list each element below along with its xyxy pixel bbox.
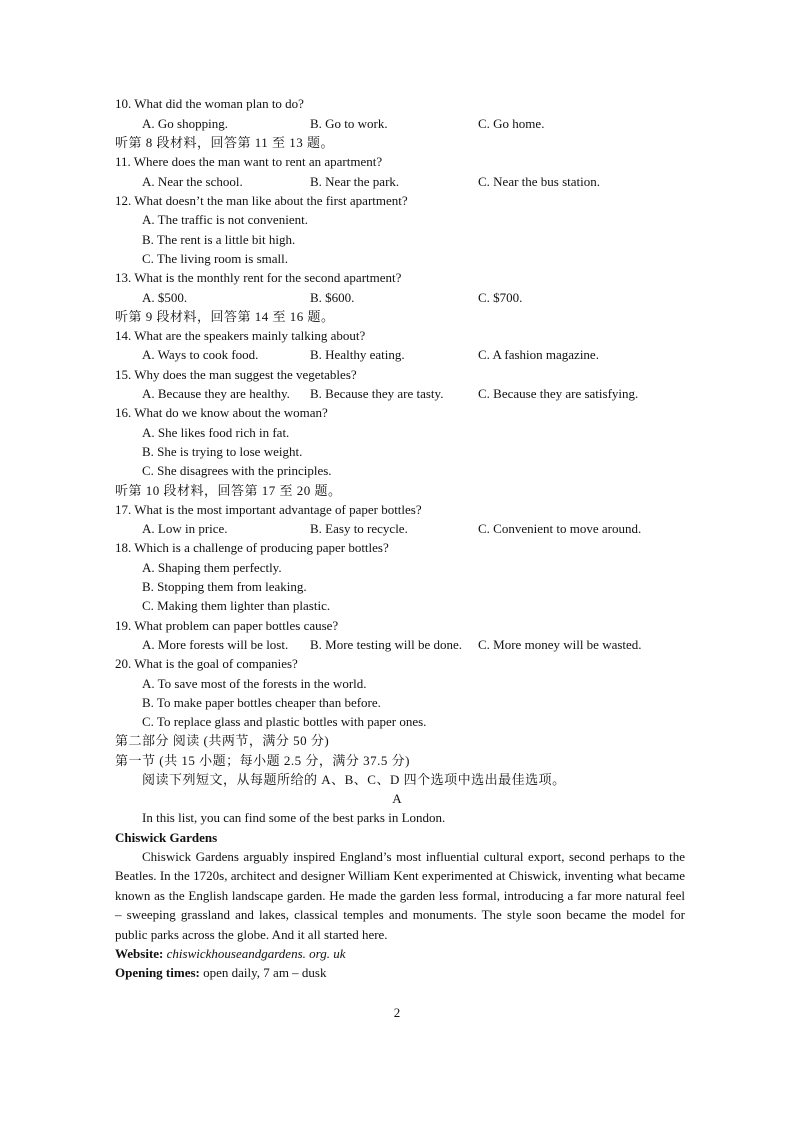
options-14: [142, 345, 702, 364]
option-c: C. Near the bus station.: [478, 174, 601, 189]
question-12: 12. What doesn’t the man like about the first apartment?: [115, 193, 408, 208]
option-a: A. Low in price.: [142, 521, 228, 536]
options-13: [142, 288, 702, 307]
option-a: A. She likes food rich in fat.: [142, 425, 290, 440]
options-10: [142, 114, 702, 133]
option-a: A. Shaping them perfectly.: [142, 560, 282, 575]
option-a: A. The traffic is not convenient.: [142, 212, 308, 227]
options-15: [142, 384, 702, 403]
part-2-heading: 第二部分 阅读 (共两节，满分 50 分): [115, 733, 330, 748]
option-b: B. $600.: [310, 290, 355, 305]
park-title: Chiswick Gardens: [115, 830, 218, 845]
option-b: B. Easy to recycle.: [310, 521, 408, 536]
section-10-instruction: 听第 10 段材料，回答第 17 至 20 题。: [115, 483, 342, 498]
option-a: A. $500.: [142, 290, 188, 305]
reading-instruction: 阅读下列短文，从每题所给的 A、B、C、D 四个选项中选出最佳选项。: [142, 772, 566, 787]
option-b: B. More testing will be done.: [310, 637, 463, 652]
option-b: B. To make paper bottles cheaper than before.: [142, 695, 381, 710]
page-number: 2: [393, 1005, 401, 1020]
option-a: A. Ways to cook food.: [142, 347, 259, 362]
passage-intro: In this list, you can find some of the best parks in London.: [142, 810, 446, 825]
options-11: [142, 172, 702, 191]
opening-times-line: [115, 963, 327, 982]
option-b: B. The rent is a little bit high.: [142, 232, 296, 247]
website-line: [115, 944, 346, 963]
park-description: [115, 847, 685, 944]
option-a: A. To save most of the forests in the world.: [142, 676, 367, 691]
option-b: B. Healthy eating.: [310, 347, 405, 362]
question-16: 16. What do we know about the woman?: [115, 405, 328, 420]
passage-letter: A: [392, 791, 402, 806]
option-b: B. Go to work.: [310, 116, 388, 131]
options-19: [142, 635, 702, 654]
options-17: [142, 519, 702, 538]
section-8-instruction: 听第 8 段材料，回答第 11 至 13 题。: [115, 135, 335, 150]
option-c: C. The living room is small.: [142, 251, 289, 266]
option-c: C. She disagrees with the principles.: [142, 463, 332, 478]
option-c: C. $700.: [478, 290, 523, 305]
park-description-text: Chiswick Gardens arguably inspired England’s most influential cultural export, second perhaps to the Beatles. In the 1720s, architect and designer William Kent experimented at Chiswick, inventing what became known as the English landscape garden. He made the garden less formal, introducing a far more natural feel – sweeping grassland and lakes, classical temples and monuments. The style soon became the model for public parks across the globe. And it all started here.: [115, 849, 685, 942]
option-c: C. Making them lighter than plastic.: [142, 598, 331, 613]
option-b: B. Near the park.: [310, 174, 400, 189]
option-b: B. Because they are tasty.: [310, 386, 444, 401]
section-1-heading: 第一节 (共 15 小题；每小题 2.5 分，满分 37.5 分): [115, 753, 410, 768]
opening-times-value: open daily, 7 am – dusk: [203, 965, 327, 980]
question-17: 17. What is the most important advantage of paper bottles?: [115, 502, 422, 517]
question-10: 10. What did the woman plan to do?: [115, 96, 304, 111]
opening-times-label: Opening times:: [115, 965, 200, 980]
website-label: Website:: [115, 946, 164, 961]
option-c: C. Go home.: [478, 116, 545, 131]
question-19: 19. What problem can paper bottles cause?: [115, 618, 339, 633]
option-b: B. Stopping them from leaking.: [142, 579, 307, 594]
option-c: C. More money will be wasted.: [478, 637, 642, 652]
option-a: A. Near the school.: [142, 174, 243, 189]
option-b: B. She is trying to lose weight.: [142, 444, 303, 459]
option-c: C. A fashion magazine.: [478, 347, 599, 362]
question-11: 11. Where does the man want to rent an apartment?: [115, 154, 383, 169]
option-c: C. Convenient to move around.: [478, 521, 642, 536]
website-value: chiswickhouseandgardens. org. uk: [166, 946, 346, 961]
section-9-instruction: 听第 9 段材料，回答第 14 至 16 题。: [115, 309, 335, 324]
option-a: A. More forests will be lost.: [142, 637, 289, 652]
option-a: A. Go shopping.: [142, 116, 228, 131]
question-18: 18. Which is a challenge of producing paper bottles?: [115, 540, 389, 555]
question-15: 15. Why does the man suggest the vegetables?: [115, 367, 357, 382]
option-a: A. Because they are healthy.: [142, 386, 290, 401]
question-20: 20. What is the goal of companies?: [115, 656, 298, 671]
question-14: 14. What are the speakers mainly talking about?: [115, 328, 366, 343]
question-13: 13. What is the monthly rent for the second apartment?: [115, 270, 402, 285]
option-c: C. To replace glass and plastic bottles with paper ones.: [142, 714, 427, 729]
option-c: C. Because they are satisfying.: [478, 386, 639, 401]
